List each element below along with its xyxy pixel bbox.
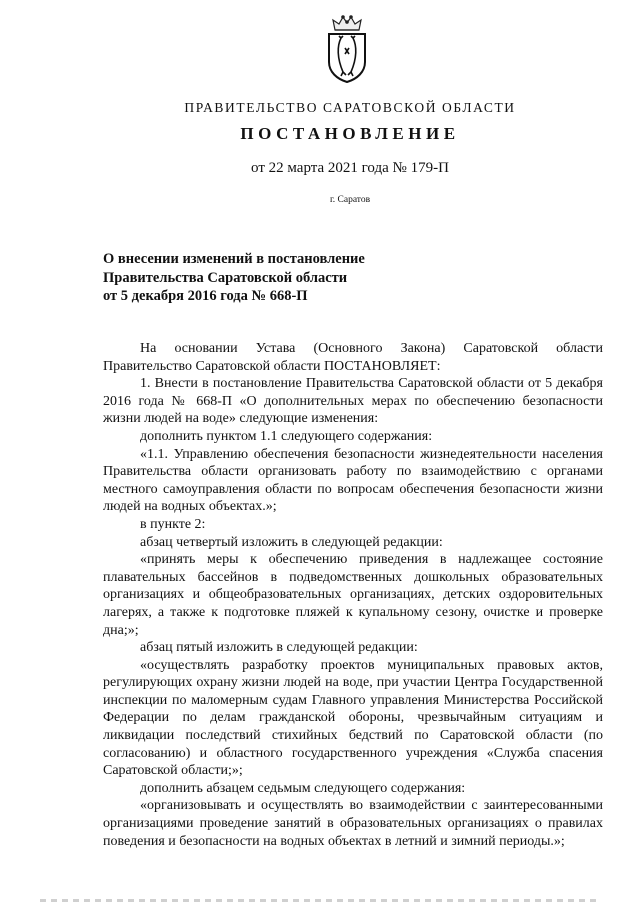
document-title bbox=[103, 250, 433, 306]
paragraph: абзац четвертый изложить в следующей редакции: bbox=[140, 534, 443, 550]
document-date-number: от 22 марта 2021 года № 179-П bbox=[251, 160, 449, 176]
paragraph-quote: «организовывать и осуществлять во взаимодействии с заинтересованными организациями проведение занятий в образовательных организациях о правилах поведения и безопасности на водных объектах в летний и зимний периоды.»; bbox=[103, 798, 603, 849]
paragraph-quote: «осуществлять разработку проектов муниципальных правовых актов, регулирующих охрану жизни людей на воде, при участии Центра Государственной инспекции по маломерным судам Главного управления Министерства Российской Федерации по делам гражданской обороны, чрезвычайным ситуациям и ликвидации последствий стихийных бедствий по Саратовской области (по согласованию) и областного государственного учреждения «Служба спасения Саратовской области;»; bbox=[103, 657, 603, 779]
title-line: О внесении изменений в постановление bbox=[103, 251, 365, 267]
document-city: г. Саратов bbox=[329, 195, 371, 205]
paragraph: дополнить абзацем седьмым следующего содержания: bbox=[140, 780, 466, 796]
paragraph: в пункте 2: bbox=[140, 516, 206, 532]
paragraph-item-1: 1. Внести в постановление Правительства Саратовской области от 5 декабря 2016 года № 668-П «О дополнительных мерах по обеспечению безопасности жизни людей на воде» следующие изменения: bbox=[103, 376, 603, 427]
paragraph-quote: «принять меры к обеспечению приведения в надлежащее состояние плавательных бассейнов в подведомственных дошкольных образовательных организациях и общеобразовательных организациях, детских оздоровительных лагерях, а также к подготовке пляжей к купальному сезону, очистке и проверке дна;»; bbox=[103, 552, 603, 638]
paragraph-preamble: На основании Устава (Основного Закона) Саратовской области Правительство Саратовской области ПОСТАНОВЛЯЕТ: bbox=[103, 341, 603, 374]
document-type: ПОСТАНОВЛЕНИЕ bbox=[240, 124, 460, 143]
paragraph: абзац пятый изложить в следующей редакции: bbox=[140, 640, 418, 656]
government-name: ПРАВИТЕЛЬСТВО САРАТОВСКОЙ ОБЛАСТИ bbox=[184, 100, 516, 115]
paragraph: дополнить пунктом 1.1 следующего содержания: bbox=[140, 428, 433, 444]
coat-of-arms-emblem bbox=[323, 14, 371, 84]
title-line: Правительства Саратовской области bbox=[103, 269, 348, 286]
document-body bbox=[103, 340, 603, 850]
scan-edge-artifact bbox=[40, 899, 600, 902]
paragraph-quote: «1.1. Управлению обеспечения безопасности жизнедеятельности населения Правительства области организовать работу по взаимодействию с органами местного самоуправления области по вопросам обеспечения безопасности жизни людей на водных объектах.»; bbox=[103, 446, 603, 515]
title-line: от 5 декабря 2016 года № 668-П bbox=[103, 288, 308, 304]
